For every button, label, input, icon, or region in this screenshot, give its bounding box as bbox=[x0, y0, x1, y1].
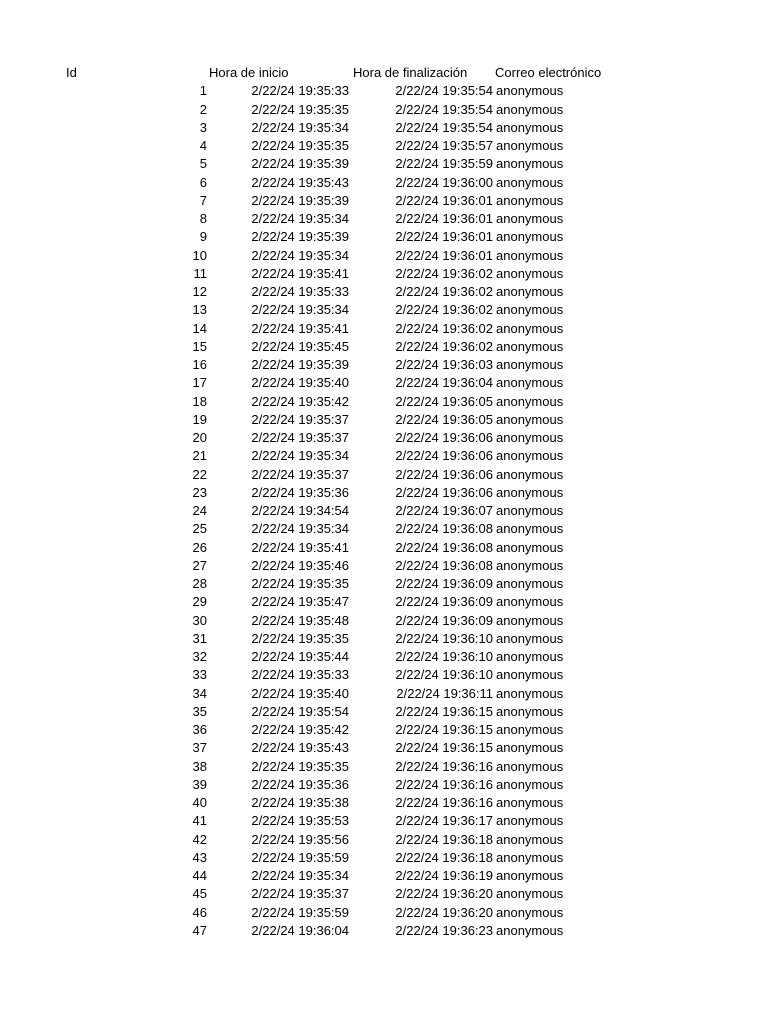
cell-email: anonymous bbox=[496, 393, 564, 409]
table-row bbox=[0, 356, 768, 374]
cell-end-time: 2/22/24 19:36:09 bbox=[395, 612, 493, 628]
header-end-time: Hora de finalización bbox=[353, 65, 468, 80]
table-row bbox=[0, 301, 768, 319]
cell-end-time: 2/22/24 19:36:02 bbox=[395, 302, 493, 318]
cell-id: 1 bbox=[199, 83, 207, 99]
cell-id: 30 bbox=[192, 612, 207, 628]
cell-end-time: 2/22/24 19:36:11 bbox=[396, 685, 493, 701]
table-row bbox=[0, 82, 768, 100]
table-row bbox=[0, 739, 768, 757]
cell-email: anonymous bbox=[496, 612, 564, 628]
cell-end-time: 2/22/24 19:36:16 bbox=[395, 776, 493, 792]
cell-start-time: 2/22/24 19:35:43 bbox=[251, 740, 349, 756]
cell-start-time: 2/22/24 19:35:39 bbox=[251, 357, 349, 372]
cell-email: anonymous bbox=[496, 576, 564, 591]
cell-start-time: 2/22/24 19:35:59 bbox=[251, 849, 349, 865]
cell-email: anonymous bbox=[496, 795, 564, 810]
cell-id: 24 bbox=[192, 503, 207, 518]
table-row bbox=[0, 137, 768, 155]
table-row bbox=[0, 192, 768, 210]
cell-id: 6 bbox=[199, 174, 207, 190]
cell-id: 2 bbox=[199, 101, 207, 117]
cell-email: anonymous bbox=[496, 484, 564, 500]
spreadsheet-table bbox=[0, 64, 768, 940]
cell-id: 11 bbox=[193, 265, 207, 281]
cell-id: 17 bbox=[192, 375, 207, 391]
cell-end-time: 2/22/24 19:36:06 bbox=[395, 448, 493, 464]
cell-id: 36 bbox=[192, 722, 207, 737]
cell-start-time: 2/22/24 19:35:37 bbox=[251, 411, 349, 427]
cell-start-time: 2/22/24 19:35:35 bbox=[251, 758, 349, 774]
cell-email: anonymous bbox=[496, 83, 564, 99]
cell-start-time: 2/22/24 19:35:37 bbox=[251, 430, 349, 445]
cell-id: 12 bbox=[192, 284, 207, 299]
cell-end-time: 2/22/24 19:35:57 bbox=[395, 138, 493, 153]
cell-end-time: 2/22/24 19:36:23 bbox=[395, 922, 493, 938]
cell-email: anonymous bbox=[496, 375, 564, 391]
cell-end-time: 2/22/24 19:35:54 bbox=[395, 101, 493, 117]
cell-end-time: 2/22/24 19:36:02 bbox=[395, 338, 493, 354]
cell-start-time: 2/22/24 19:35:41 bbox=[251, 320, 349, 336]
cell-end-time: 2/22/24 19:36:16 bbox=[395, 758, 493, 774]
cell-start-time: 2/22/24 19:35:35 bbox=[251, 138, 349, 153]
cell-email: anonymous bbox=[496, 776, 564, 792]
table-row bbox=[0, 338, 768, 356]
cell-id: 37 bbox=[192, 740, 207, 756]
cell-start-time: 2/22/24 19:35:34 bbox=[251, 119, 349, 135]
table-row bbox=[0, 155, 768, 173]
cell-id: 31 bbox=[192, 630, 207, 646]
cell-end-time: 2/22/24 19:36:18 bbox=[395, 849, 493, 865]
cell-start-time: 2/22/24 19:35:42 bbox=[251, 722, 349, 737]
cell-start-time: 2/22/24 19:35:34 bbox=[251, 247, 349, 263]
cell-start-time: 2/22/24 19:34:54 bbox=[251, 503, 349, 518]
table-row bbox=[0, 794, 768, 812]
cell-id: 5 bbox=[199, 156, 207, 172]
cell-start-time: 2/22/24 19:35:34 bbox=[251, 521, 349, 537]
cell-end-time: 2/22/24 19:36:10 bbox=[395, 667, 493, 683]
cell-start-time: 2/22/24 19:35:34 bbox=[251, 211, 349, 226]
cell-start-time: 2/22/24 19:35:38 bbox=[251, 795, 349, 810]
table-row bbox=[0, 612, 768, 630]
cell-start-time: 2/22/24 19:35:37 bbox=[251, 466, 349, 482]
cell-end-time: 2/22/24 19:36:06 bbox=[395, 484, 493, 500]
header-start-time: Hora de inicio bbox=[209, 65, 289, 80]
cell-id: 35 bbox=[192, 703, 207, 719]
table-row bbox=[0, 867, 768, 885]
cell-end-time: 2/22/24 19:36:02 bbox=[395, 265, 493, 281]
table-row bbox=[0, 247, 768, 265]
cell-end-time: 2/22/24 19:36:08 bbox=[395, 521, 493, 537]
cell-email: anonymous bbox=[496, 594, 564, 610]
cell-id: 27 bbox=[192, 557, 207, 573]
cell-end-time: 2/22/24 19:36:01 bbox=[395, 192, 493, 208]
table-row bbox=[0, 283, 768, 301]
cell-start-time: 2/22/24 19:35:54 bbox=[251, 703, 349, 719]
table-row bbox=[0, 666, 768, 684]
cell-email: anonymous bbox=[496, 320, 564, 336]
cell-id: 25 bbox=[192, 521, 207, 537]
cell-end-time: 2/22/24 19:36:17 bbox=[395, 813, 493, 829]
cell-end-time: 2/22/24 19:36:02 bbox=[395, 284, 493, 299]
table-row bbox=[0, 429, 768, 447]
cell-email: anonymous bbox=[496, 758, 564, 774]
cell-email: anonymous bbox=[496, 740, 564, 756]
table-row bbox=[0, 411, 768, 429]
cell-email: anonymous bbox=[496, 521, 564, 537]
cell-end-time: 2/22/24 19:36:04 bbox=[395, 375, 493, 391]
cell-email: anonymous bbox=[496, 174, 564, 190]
cell-end-time: 2/22/24 19:36:18 bbox=[395, 831, 493, 847]
cell-email: anonymous bbox=[496, 539, 564, 555]
table-row bbox=[0, 776, 768, 794]
cell-email: anonymous bbox=[496, 411, 564, 427]
cell-id: 33 bbox=[192, 667, 207, 683]
cell-email: anonymous bbox=[496, 338, 564, 354]
cell-id: 9 bbox=[199, 229, 207, 245]
cell-end-time: 2/22/24 19:36:01 bbox=[395, 247, 493, 263]
cell-id: 40 bbox=[192, 795, 207, 810]
cell-email: anonymous bbox=[496, 138, 564, 153]
cell-email: anonymous bbox=[496, 357, 564, 372]
cell-start-time: 2/22/24 19:35:36 bbox=[251, 484, 349, 500]
table-row bbox=[0, 265, 768, 283]
cell-email: anonymous bbox=[496, 722, 564, 737]
table-row bbox=[0, 593, 768, 611]
table-row bbox=[0, 320, 768, 338]
cell-id: 20 bbox=[192, 430, 207, 445]
cell-email: anonymous bbox=[496, 630, 564, 646]
header-row bbox=[0, 64, 768, 82]
table-row bbox=[0, 228, 768, 246]
table-row bbox=[0, 101, 768, 119]
cell-end-time: 2/22/24 19:36:20 bbox=[395, 886, 493, 902]
cell-end-time: 2/22/24 19:36:05 bbox=[395, 393, 493, 409]
table-row bbox=[0, 374, 768, 392]
cell-email: anonymous bbox=[496, 831, 564, 847]
cell-id: 22 bbox=[192, 466, 207, 482]
cell-start-time: 2/22/24 19:35:47 bbox=[251, 594, 349, 610]
cell-id: 13 bbox=[192, 302, 207, 318]
cell-email: anonymous bbox=[496, 849, 564, 865]
cell-start-time: 2/22/24 19:35:56 bbox=[251, 831, 349, 847]
cell-email: anonymous bbox=[496, 503, 564, 518]
table-row bbox=[0, 447, 768, 465]
table-row bbox=[0, 904, 768, 922]
cell-end-time: 2/22/24 19:36:10 bbox=[395, 649, 493, 664]
cell-id: 39 bbox=[192, 776, 207, 792]
cell-id: 34 bbox=[192, 685, 207, 701]
cell-start-time: 2/22/24 19:35:34 bbox=[251, 448, 349, 464]
cell-end-time: 2/22/24 19:36:08 bbox=[395, 557, 493, 573]
cell-end-time: 2/22/24 19:36:09 bbox=[395, 594, 493, 610]
cell-id: 38 bbox=[192, 758, 207, 774]
table-row bbox=[0, 520, 768, 538]
table-row bbox=[0, 831, 768, 849]
cell-end-time: 2/22/24 19:36:07 bbox=[395, 503, 493, 518]
cell-start-time: 2/22/24 19:35:33 bbox=[251, 83, 349, 99]
cell-start-time: 2/22/24 19:35:40 bbox=[251, 375, 349, 391]
cell-email: anonymous bbox=[496, 703, 564, 719]
cell-id: 8 bbox=[199, 211, 207, 226]
cell-id: 44 bbox=[192, 868, 207, 883]
cell-end-time: 2/22/24 19:36:10 bbox=[395, 630, 493, 646]
cell-start-time: 2/22/24 19:35:42 bbox=[251, 393, 349, 409]
cell-email: anonymous bbox=[496, 685, 564, 701]
cell-id: 3 bbox=[199, 119, 207, 135]
table-row bbox=[0, 575, 768, 593]
cell-id: 18 bbox=[192, 393, 207, 409]
table-row bbox=[0, 484, 768, 502]
cell-end-time: 2/22/24 19:36:08 bbox=[395, 539, 493, 555]
cell-start-time: 2/22/24 19:35:34 bbox=[251, 302, 349, 318]
cell-email: anonymous bbox=[496, 922, 564, 938]
cell-end-time: 2/22/24 19:36:19 bbox=[395, 868, 493, 883]
table-row bbox=[0, 557, 768, 575]
cell-id: 45 bbox=[192, 886, 207, 902]
cell-start-time: 2/22/24 19:35:33 bbox=[251, 667, 349, 683]
cell-end-time: 2/22/24 19:36:00 bbox=[395, 174, 493, 190]
table-row bbox=[0, 685, 768, 703]
cell-id: 41 bbox=[192, 813, 207, 829]
cell-end-time: 2/22/24 19:36:16 bbox=[395, 795, 493, 810]
cell-id: 26 bbox=[192, 539, 207, 555]
cell-id: 23 bbox=[192, 484, 207, 500]
cell-end-time: 2/22/24 19:36:05 bbox=[395, 411, 493, 427]
cell-id: 4 bbox=[199, 138, 207, 153]
cell-email: anonymous bbox=[496, 667, 564, 683]
cell-end-time: 2/22/24 19:36:09 bbox=[395, 576, 493, 591]
cell-start-time: 2/22/24 19:35:37 bbox=[251, 886, 349, 902]
cell-start-time: 2/22/24 19:35:34 bbox=[251, 868, 349, 883]
cell-end-time: 2/22/24 19:36:01 bbox=[395, 229, 493, 245]
cell-email: anonymous bbox=[496, 284, 564, 299]
cell-email: anonymous bbox=[496, 466, 564, 482]
cell-email: anonymous bbox=[496, 192, 564, 208]
cell-id: 32 bbox=[192, 649, 207, 664]
cell-email: anonymous bbox=[496, 302, 564, 318]
cell-id: 21 bbox=[192, 448, 207, 464]
cell-id: 14 bbox=[192, 320, 207, 336]
cell-start-time: 2/22/24 19:35:45 bbox=[251, 338, 349, 354]
cell-start-time: 2/22/24 19:35:33 bbox=[251, 284, 349, 299]
cell-email: anonymous bbox=[496, 265, 564, 281]
cell-id: 16 bbox=[192, 357, 207, 372]
cell-email: anonymous bbox=[496, 211, 564, 226]
table-body bbox=[0, 82, 768, 940]
table-row bbox=[0, 922, 768, 940]
cell-email: anonymous bbox=[496, 904, 564, 920]
cell-email: anonymous bbox=[496, 448, 564, 464]
cell-start-time: 2/22/24 19:35:35 bbox=[251, 576, 349, 591]
cell-email: anonymous bbox=[496, 813, 564, 829]
cell-start-time: 2/22/24 19:35:35 bbox=[251, 101, 349, 117]
cell-end-time: 2/22/24 19:36:01 bbox=[395, 211, 493, 226]
cell-id: 19 bbox=[192, 411, 207, 427]
cell-end-time: 2/22/24 19:36:20 bbox=[395, 904, 493, 920]
table-row bbox=[0, 721, 768, 739]
cell-end-time: 2/22/24 19:36:03 bbox=[395, 357, 493, 372]
cell-start-time: 2/22/24 19:35:53 bbox=[251, 813, 349, 829]
table-row bbox=[0, 812, 768, 830]
table-row bbox=[0, 885, 768, 903]
cell-end-time: 2/22/24 19:36:15 bbox=[395, 740, 493, 756]
cell-start-time: 2/22/24 19:35:41 bbox=[251, 539, 349, 555]
header-email: Correo electrónico bbox=[495, 65, 602, 80]
table-row bbox=[0, 849, 768, 867]
cell-end-time: 2/22/24 19:36:06 bbox=[395, 466, 493, 482]
cell-start-time: 2/22/24 19:35:35 bbox=[251, 630, 349, 646]
cell-id: 42 bbox=[192, 831, 207, 847]
cell-id: 28 bbox=[192, 576, 207, 591]
table-row bbox=[0, 630, 768, 648]
cell-id: 46 bbox=[192, 904, 207, 920]
cell-id: 43 bbox=[192, 849, 207, 865]
table-row bbox=[0, 174, 768, 192]
cell-email: anonymous bbox=[496, 101, 564, 117]
cell-email: anonymous bbox=[496, 119, 564, 135]
table-row bbox=[0, 210, 768, 228]
cell-start-time: 2/22/24 19:36:04 bbox=[251, 922, 349, 938]
cell-id: 47 bbox=[192, 922, 207, 938]
table-row bbox=[0, 119, 768, 137]
cell-start-time: 2/22/24 19:35:39 bbox=[251, 229, 349, 245]
table-row bbox=[0, 703, 768, 721]
cell-start-time: 2/22/24 19:35:43 bbox=[251, 174, 349, 190]
cell-start-time: 2/22/24 19:35:40 bbox=[251, 685, 349, 701]
cell-email: anonymous bbox=[496, 868, 564, 883]
cell-id: 7 bbox=[199, 192, 207, 208]
table-row bbox=[0, 648, 768, 666]
cell-id: 29 bbox=[192, 594, 207, 610]
cell-email: anonymous bbox=[496, 886, 564, 902]
cell-start-time: 2/22/24 19:35:44 bbox=[251, 649, 349, 664]
cell-end-time: 2/22/24 19:35:54 bbox=[395, 119, 493, 135]
cell-end-time: 2/22/24 19:36:15 bbox=[395, 703, 493, 719]
cell-email: anonymous bbox=[496, 430, 564, 445]
cell-start-time: 2/22/24 19:35:39 bbox=[251, 192, 349, 208]
cell-email: anonymous bbox=[496, 229, 564, 245]
cell-end-time: 2/22/24 19:36:06 bbox=[395, 430, 493, 445]
table-row bbox=[0, 502, 768, 520]
cell-email: anonymous bbox=[496, 557, 564, 573]
table-row bbox=[0, 539, 768, 557]
cell-email: anonymous bbox=[496, 247, 564, 263]
cell-start-time: 2/22/24 19:35:36 bbox=[251, 776, 349, 792]
cell-end-time: 2/22/24 19:35:54 bbox=[395, 83, 493, 99]
cell-start-time: 2/22/24 19:35:59 bbox=[251, 904, 349, 920]
cell-end-time: 2/22/24 19:36:02 bbox=[395, 320, 493, 336]
cell-email: anonymous bbox=[496, 649, 564, 664]
cell-end-time: 2/22/24 19:36:15 bbox=[395, 722, 493, 737]
cell-start-time: 2/22/24 19:35:46 bbox=[251, 557, 349, 573]
table-row bbox=[0, 466, 768, 484]
header-id: Id bbox=[66, 65, 77, 80]
table-row bbox=[0, 393, 768, 411]
table-row bbox=[0, 758, 768, 776]
cell-start-time: 2/22/24 19:35:39 bbox=[251, 156, 349, 172]
cell-id: 15 bbox=[192, 338, 207, 354]
cell-email: anonymous bbox=[496, 156, 564, 172]
cell-id: 10 bbox=[192, 247, 207, 263]
cell-end-time: 2/22/24 19:35:59 bbox=[395, 156, 493, 172]
cell-start-time: 2/22/24 19:35:48 bbox=[251, 612, 349, 628]
cell-start-time: 2/22/24 19:35:41 bbox=[251, 265, 349, 281]
